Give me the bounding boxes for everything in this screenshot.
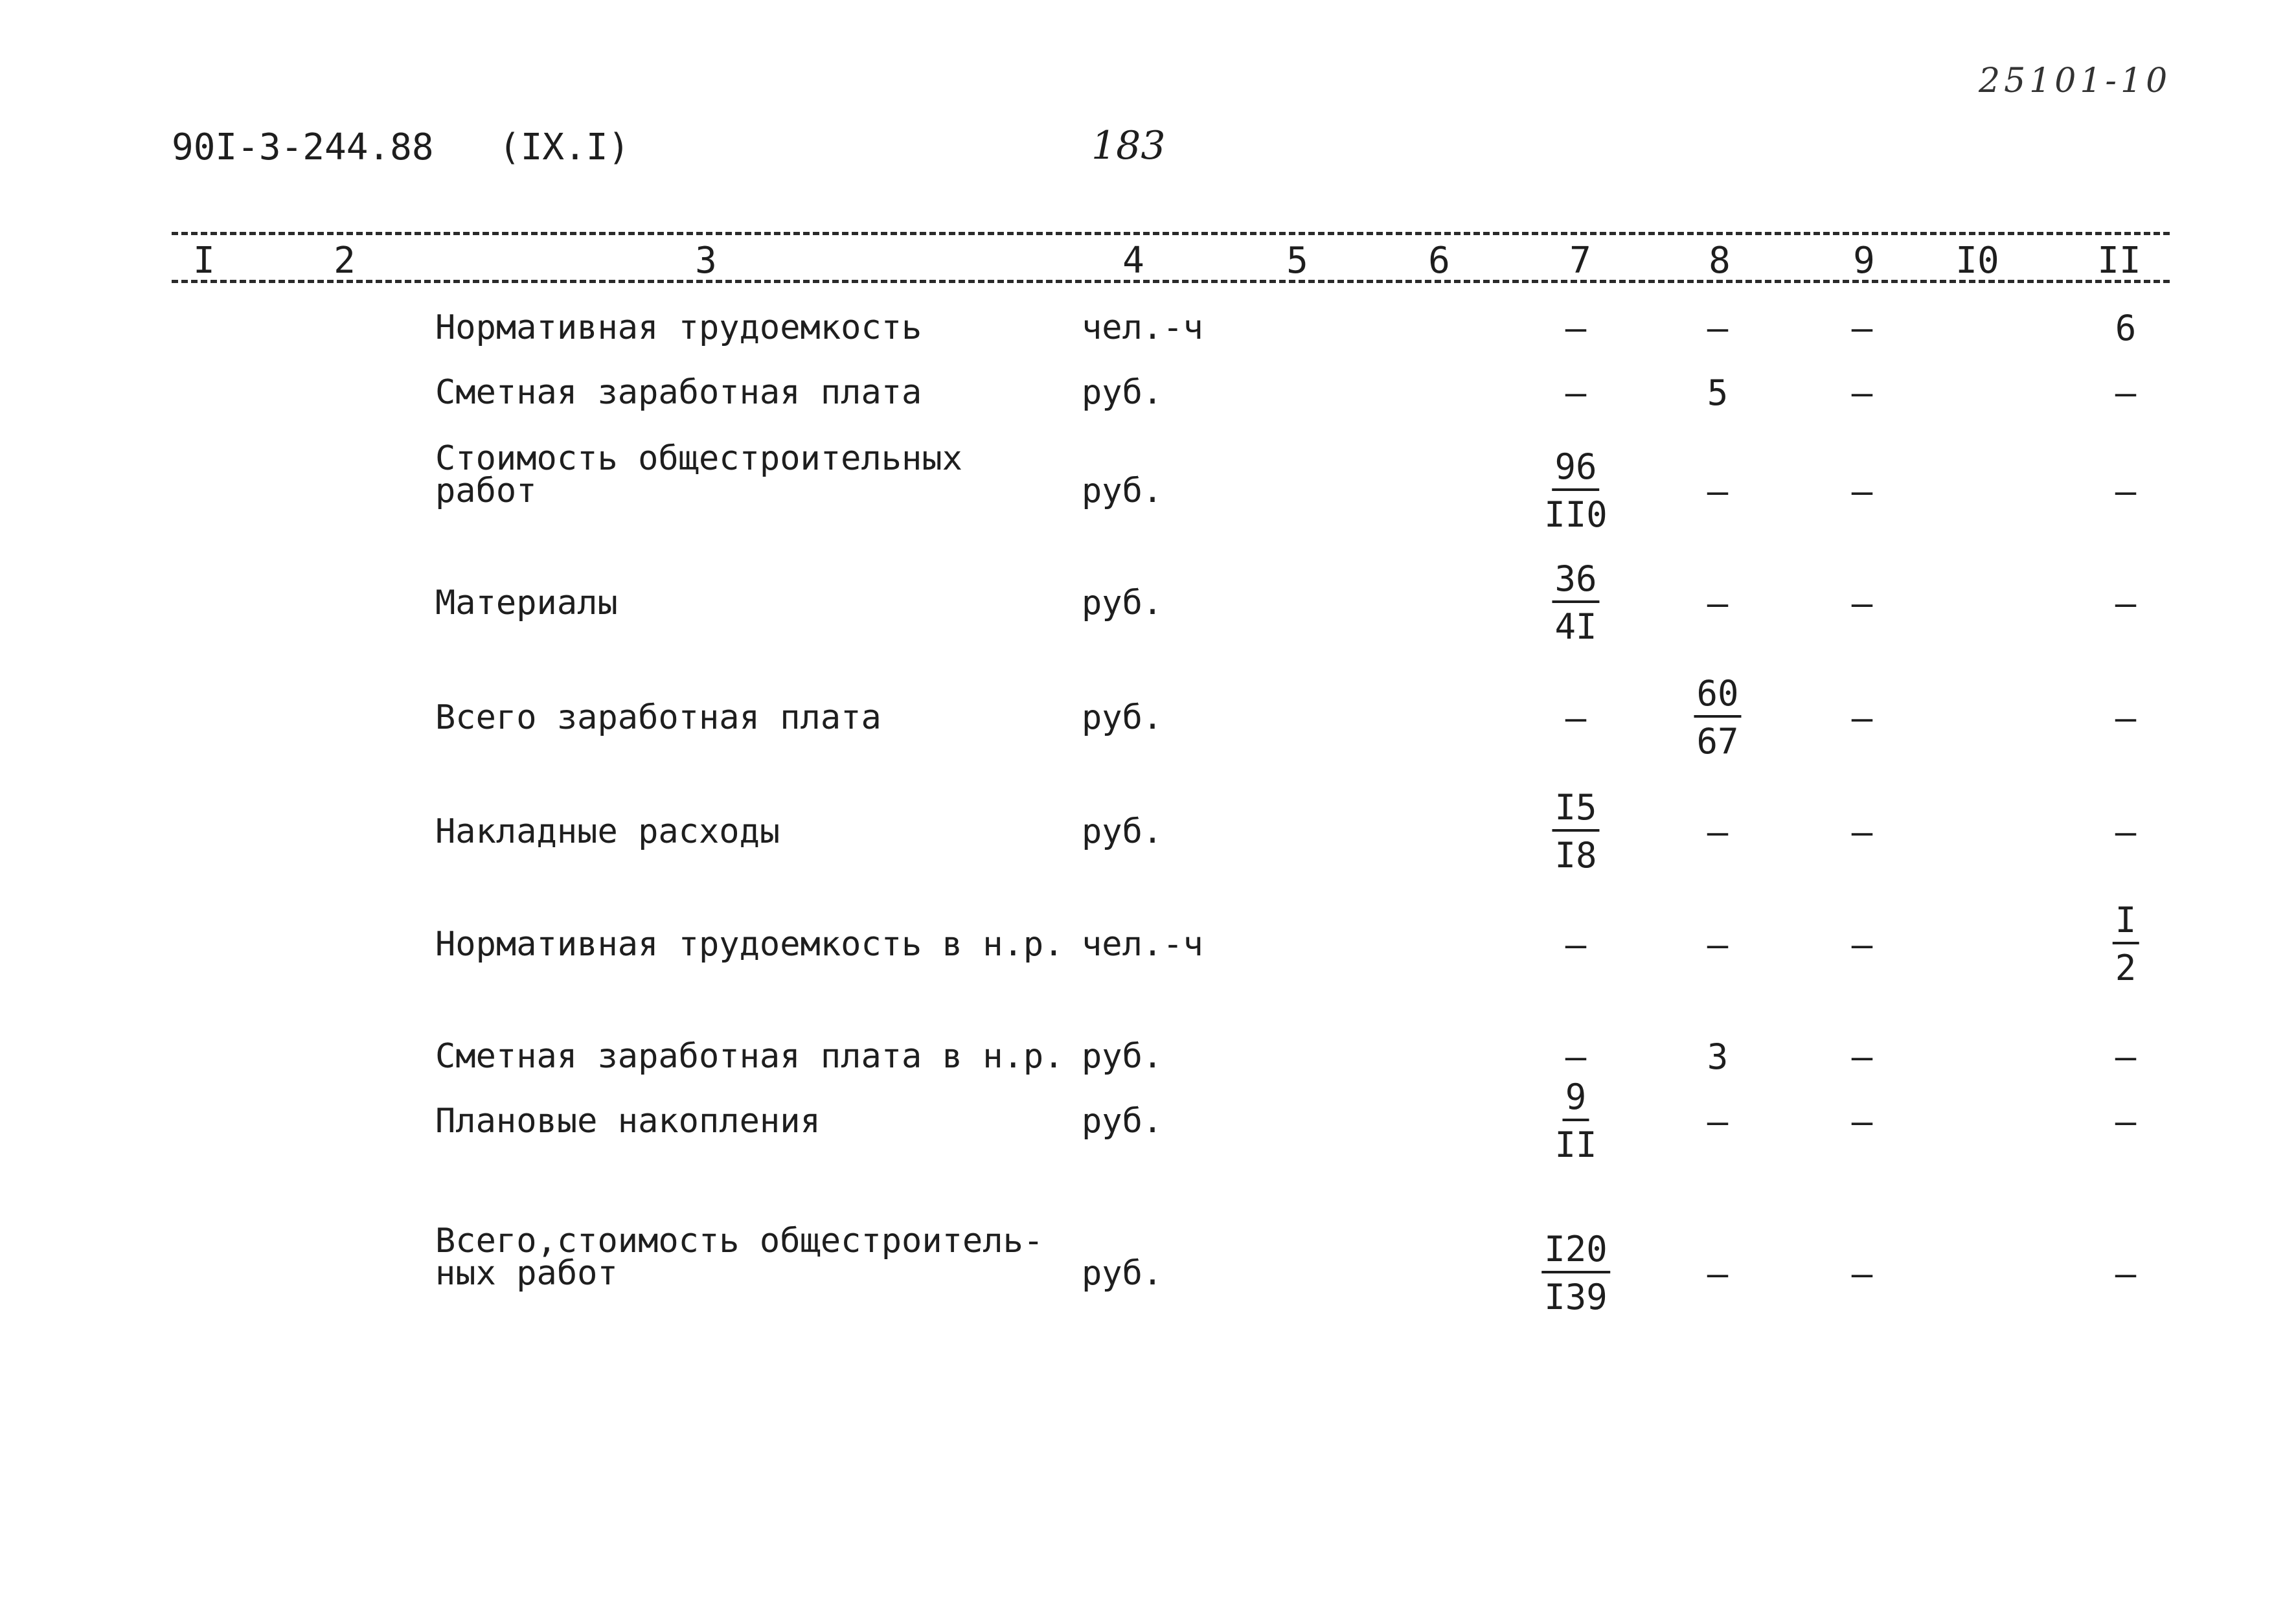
value-cell: – xyxy=(1565,308,1587,348)
row-unit: руб. xyxy=(1082,584,1163,622)
value-cell: – xyxy=(1707,583,1729,624)
fraction-cell xyxy=(1694,673,1741,762)
value-cell: – xyxy=(1565,924,1587,965)
column-number: II xyxy=(2097,240,2141,282)
row-label: Стоимость общестроительных xyxy=(435,439,962,478)
value-cell: – xyxy=(1707,1101,1729,1142)
fraction-denominator: I39 xyxy=(1544,1277,1608,1317)
fraction-numerator: 60 xyxy=(1694,676,1741,718)
fraction-cell xyxy=(1541,1229,1610,1317)
value-cell: – xyxy=(2115,698,2137,738)
row-label: ных работ xyxy=(435,1254,618,1293)
fraction-denominator: 4I xyxy=(1554,606,1597,647)
row-unit: руб. xyxy=(1082,812,1163,851)
fraction-cell xyxy=(1552,787,1599,876)
row-label: Всего,стоимость общестроитель- xyxy=(435,1222,1044,1260)
value-cell: – xyxy=(1851,1036,1873,1077)
value-cell: – xyxy=(1851,471,1873,512)
fraction-cell xyxy=(1554,1077,1597,1165)
value-cell: 3 xyxy=(1707,1036,1729,1077)
row-unit: руб. xyxy=(1082,373,1163,412)
fraction-numerator: I xyxy=(2113,903,2139,944)
column-number: 6 xyxy=(1428,240,1450,282)
column-number: 9 xyxy=(1853,240,1875,282)
fraction-cell xyxy=(2113,900,2139,988)
column-number: 8 xyxy=(1709,240,1731,282)
row-label: работ xyxy=(435,472,537,510)
value-cell: – xyxy=(1851,308,1873,348)
fraction-numerator: 9 xyxy=(1563,1080,1589,1121)
value-cell: – xyxy=(1707,924,1729,965)
fraction-numerator: 96 xyxy=(1552,450,1599,491)
value-cell: – xyxy=(1851,1101,1873,1142)
fraction-denominator: 67 xyxy=(1696,721,1739,762)
column-number: 3 xyxy=(695,240,717,282)
fraction-cell xyxy=(1552,558,1599,647)
fraction-cell xyxy=(1544,446,1608,535)
row-unit: руб. xyxy=(1082,1037,1163,1076)
value-cell: – xyxy=(1565,372,1587,413)
page-number: 183 xyxy=(1091,123,1166,168)
column-number: I0 xyxy=(1955,240,1999,282)
value-cell: – xyxy=(1707,812,1729,852)
value-cell: – xyxy=(2115,471,2137,512)
row-unit: руб. xyxy=(1082,698,1163,737)
column-number: 4 xyxy=(1122,240,1144,282)
row-unit: чел.-ч xyxy=(1082,308,1203,347)
value-cell: – xyxy=(1851,924,1873,965)
document-code: 90I-3-244.88 xyxy=(172,126,434,168)
value-cell: – xyxy=(2115,1036,2137,1077)
value-cell: – xyxy=(1707,308,1729,348)
value-cell: – xyxy=(1707,1253,1729,1294)
value-cell: – xyxy=(2115,1253,2137,1294)
row-label: Всего заработная плата xyxy=(435,698,881,737)
row-label: Сметная заработная плата xyxy=(435,373,922,412)
value-cell: 5 xyxy=(1707,372,1729,413)
column-number: 7 xyxy=(1569,240,1591,282)
value-cell: – xyxy=(2115,812,2137,852)
fraction-numerator: I5 xyxy=(1552,790,1599,832)
fraction-numerator: 36 xyxy=(1552,562,1599,603)
value-cell: – xyxy=(2115,583,2137,624)
fraction-denominator: II xyxy=(1554,1124,1597,1165)
row-unit: руб. xyxy=(1082,1254,1163,1293)
row-label: Накладные расходы xyxy=(435,812,780,851)
row-unit: руб. xyxy=(1082,472,1163,510)
column-number: 2 xyxy=(334,240,356,282)
header-top-rule xyxy=(172,232,2170,235)
value-cell: – xyxy=(1851,698,1873,738)
corner-mark: 25101-10 xyxy=(1979,62,2172,100)
value-cell: – xyxy=(2115,1101,2137,1142)
fraction-denominator: 2 xyxy=(2115,948,2137,988)
fraction-denominator: I8 xyxy=(1554,835,1597,876)
value-cell: – xyxy=(2115,372,2137,413)
value-cell: – xyxy=(1851,1253,1873,1294)
value-cell: – xyxy=(1707,471,1729,512)
value-cell: – xyxy=(1565,698,1587,738)
row-label: Материалы xyxy=(435,584,618,622)
value-cell: – xyxy=(1851,583,1873,624)
row-label: Нормативная трудоемкость в н.р. xyxy=(435,925,1064,964)
row-unit: руб. xyxy=(1082,1102,1163,1141)
row-label: Плановые накопления xyxy=(435,1102,821,1141)
value-cell: – xyxy=(1851,812,1873,852)
column-number: 5 xyxy=(1286,240,1308,282)
row-unit: чел.-ч xyxy=(1082,925,1203,964)
row-label: Нормативная трудоемкость xyxy=(435,308,922,347)
column-number: I xyxy=(193,240,215,282)
sheet-reference: (IX.I) xyxy=(499,126,630,168)
value-cell: – xyxy=(1851,372,1873,413)
fraction-denominator: II0 xyxy=(1544,494,1608,535)
row-label: Сметная заработная плата в н.р. xyxy=(435,1037,1064,1076)
fraction-numerator: I20 xyxy=(1541,1232,1610,1273)
value-cell: – xyxy=(1565,1036,1587,1077)
value-cell: 6 xyxy=(2115,308,2137,348)
